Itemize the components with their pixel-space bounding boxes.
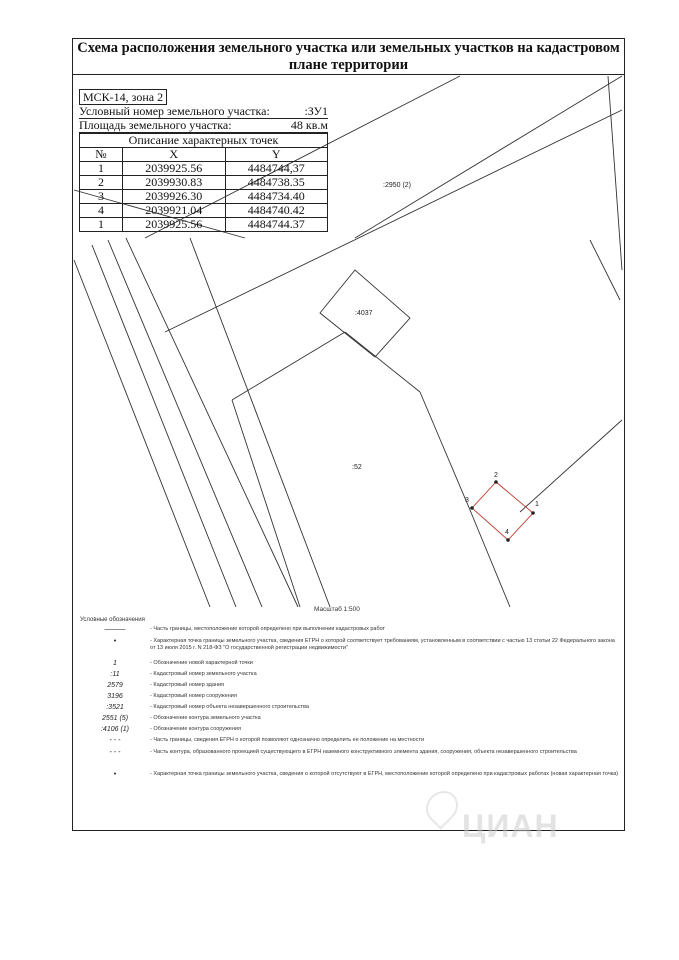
legend-item <box>80 626 620 638</box>
points-caption: Описание характерных точек <box>80 134 328 148</box>
boundary-line <box>232 332 345 400</box>
table-row: 4 2039921.04 4484740.42 <box>80 204 328 218</box>
legend-text: - Кадастровый номер здания <box>150 682 225 688</box>
label-2950: :2950 (2) <box>383 182 412 189</box>
point-3-marker <box>470 506 474 510</box>
label-52: :52 <box>352 464 362 471</box>
legend-item <box>80 771 620 791</box>
document-title: Схема расположения земельного участка или земельных участков на кадастровом плане территории <box>77 40 620 73</box>
watermark: ЦИАН <box>462 808 559 844</box>
area-label: Площадь земельного участка: <box>79 118 232 132</box>
legend-text: - Обозначение контура земельного участка <box>150 715 261 721</box>
point-2-marker <box>494 480 498 484</box>
legend-item <box>80 749 620 771</box>
legend-symbol: • <box>113 771 117 778</box>
legend-text: - Характерная точка границы земельного участка, сведения ЕГРН о которой соответствует требованиям, установленным в соответствии с частью 13 статьи 22 Федерального закона от 13 июля 2015 г. N 218-ФЗ "О государственной регистрации недвижимости" <box>150 638 615 651</box>
legend-symbol: :4106 (1) <box>100 726 130 733</box>
legend-item <box>80 726 620 737</box>
legend-symbol: 2551 (5) <box>101 715 129 722</box>
boundary-line <box>608 76 622 270</box>
map-scale: Масштаб 1:500 <box>314 606 360 613</box>
boundary-line <box>108 240 262 607</box>
legend-text: - Обозначение контура сооружения <box>150 726 241 732</box>
legend-text: - Часть границы, сведения ЕГРН о которой позволяют однозначно определить ее положение на местности <box>150 737 425 743</box>
parcel-info-block <box>79 89 328 232</box>
header-number: № <box>80 148 123 162</box>
legend-text: - Часть контура, образованного проекцией существующего в ЕГРН наземного конструктивного элемента здания, сооружения, объекта незавершенного строительства <box>150 749 577 755</box>
legend-symbol: • <box>113 638 117 645</box>
boundary-line <box>232 400 300 607</box>
legend <box>80 626 620 791</box>
legend-text: - Кадастровый номер объекта незавершенного строительства <box>150 704 309 710</box>
point-2-label: 2 <box>494 472 498 479</box>
point-3-label: 3 <box>465 497 469 504</box>
legend-text: - Кадастровый номер земельного участка <box>150 671 257 677</box>
parcel-number-value: :ЗУ1 <box>304 104 328 118</box>
boundary-line <box>520 420 622 512</box>
legend-symbol: :3521 <box>106 704 124 711</box>
point-1-label: 1 <box>535 501 539 508</box>
parcel-number-label: Условный номер земельного участка: <box>79 104 270 118</box>
label-4037: :4037 <box>355 310 373 317</box>
boundary-line <box>92 245 236 607</box>
boundary-line <box>345 332 420 392</box>
table-row: 2 2039930.83 4484738.35 <box>80 176 328 190</box>
point-4-marker <box>506 538 510 542</box>
area-value: 48 кв.м <box>290 118 328 132</box>
legend-item <box>80 660 620 671</box>
header-x: X <box>123 148 226 162</box>
table-row: 1 2039925.56 4484744,37 <box>80 162 328 176</box>
point-4-label: 4 <box>505 529 509 536</box>
legend-symbol: - - - <box>109 737 121 744</box>
legend-symbol: - - - <box>109 749 121 756</box>
legend-text: - Часть границы, местоположение которой определено при выполнении кадастровых работ <box>150 626 386 632</box>
legend-symbol: ——— <box>104 626 126 633</box>
boundary-line <box>190 238 330 607</box>
boundary-line <box>126 238 298 607</box>
coordinate-zone: МСК-14, зона 2 <box>79 89 167 105</box>
boundary-line <box>420 392 470 510</box>
table-row: 1 2039925.56 4484744.37 <box>80 218 328 232</box>
legend-symbol: 3196 <box>107 693 123 700</box>
legend-item <box>80 715 620 726</box>
legend-text: - Обозначение новой характерной точки <box>150 660 253 666</box>
boundary-line <box>590 240 620 300</box>
legend-item <box>80 671 620 682</box>
legend-item <box>80 693 620 704</box>
points-table <box>79 133 328 232</box>
header-y: Y <box>225 148 328 162</box>
boundary-line <box>355 76 622 238</box>
legend-text: - Характерная точка границы земельного участка, сведения о которой отсутствуют в ЕГРН, местоположение которой определено при кадастровых работах (новая характерная точка) <box>150 771 619 777</box>
legend-title: Условные обозначения <box>80 617 145 623</box>
table-row: 3 2039926.30 4484734.40 <box>80 190 328 204</box>
legend-symbol: 2579 <box>107 682 123 689</box>
legend-item <box>80 682 620 693</box>
legend-text: - Кадастровый номер сооружения <box>150 693 237 699</box>
new-parcel-outline <box>472 482 533 540</box>
point-1-marker <box>531 511 535 515</box>
legend-item <box>80 704 620 715</box>
legend-item <box>80 737 620 749</box>
legend-symbol: :11 <box>110 671 120 678</box>
legend-symbol: 1 <box>113 660 117 667</box>
legend-item <box>80 638 620 660</box>
